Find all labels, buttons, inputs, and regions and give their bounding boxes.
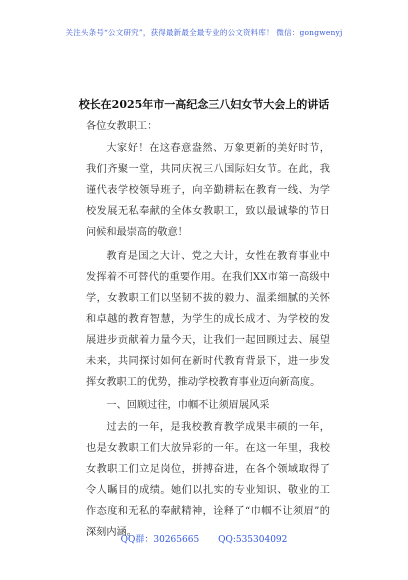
section-heading: 一、回顾过往，巾帼不让须眉展风采 (106, 400, 270, 411)
document-title: 校长在2025年市一高纪念三八妇女节大会上的讲话 (78, 98, 330, 111)
promo-banner: 关注头条号“公文研究”，获得最新最全最专业的公文资料库！ 微信：gongwenyj (65, 28, 343, 37)
contact-footer (0, 532, 408, 545)
paragraph-review: 过去的一年，是我校教育教学成果丰硕的一年，也是女教职工们大放异彩的一年。在这一年里，我校女教职工们立足岗位，拼搏奋进，在各个领域取得了令人瞩目的成绩。她们以扎实的专业知识、敬业的工作态度和无私的奉献精神，诠释了“巾帼不让须眉”的深刻内涵。 (86, 422, 330, 538)
salutation: 各位女教职工： (86, 121, 158, 132)
qq-number: QQ:535304092 (218, 535, 288, 545)
paragraph-block-2 (86, 246, 330, 393)
paragraph-block-3 (86, 417, 330, 543)
paragraph-education: 教育是国之大计、党之大计，女性在教育事业中发挥着不可替代的重要作用。在我们XX市第一高级中学，女教职工们以坚韧不拔的毅力、温柔细腻的关怀和卓越的教育智慧，为学生的成长成才、为学校的发展进步贡献着力量今天，让我们一起回顾过去、展望未来，共同探讨如何在新时代教育背景下，进一步发挥女教职工的优势，推动学校教育事业迈向新高度。 (86, 251, 330, 388)
paragraph-block-1 (86, 138, 330, 243)
paragraph-opening: 大家好！在这春意盎然、万象更新的美好时节，我们齐聚一堂，共同庆祝三八国际妇女节。在此，我谨代表学校领导班子，向辛勤耕耘在教育一线、为学校发展无私奉献的全体女教职工，致以最诚挚的节日问候和最崇高的敬意！ (86, 143, 330, 238)
qq-group-number: QQ群：30265665 (120, 535, 200, 545)
